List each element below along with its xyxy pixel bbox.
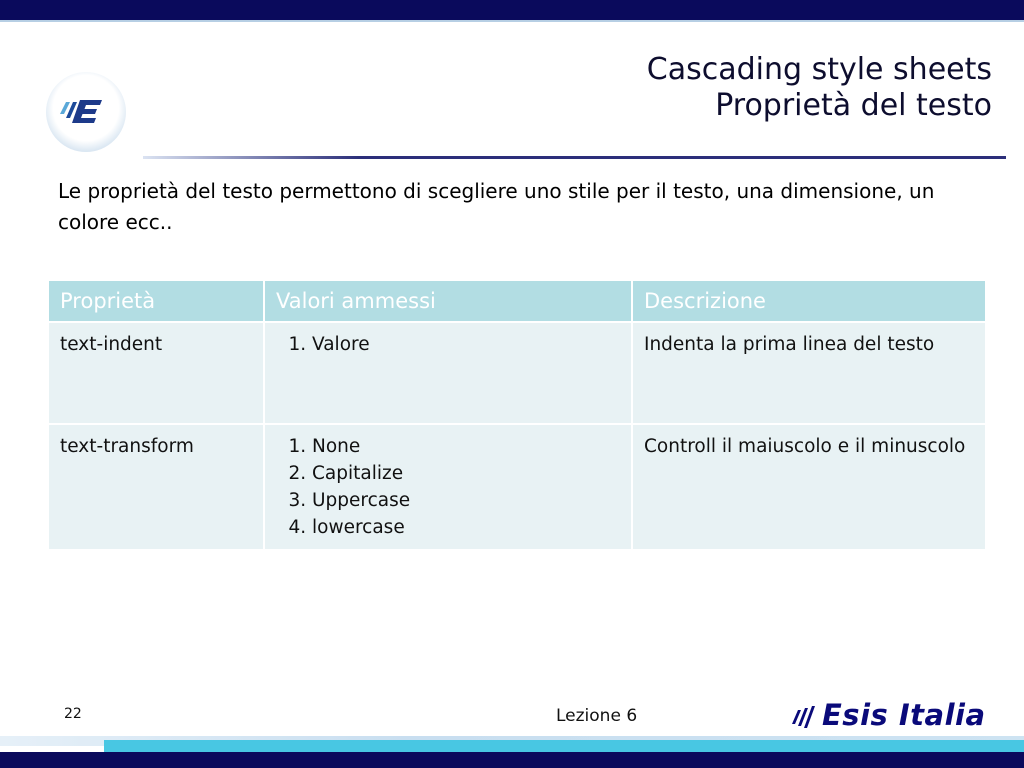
- cell-description: Controll il maiuscolo e il minuscolo: [632, 424, 986, 550]
- brand-text: Esis Italia: [822, 698, 986, 732]
- bottom-accent-strip: [104, 740, 1024, 752]
- cell-property: text-transform: [48, 424, 264, 550]
- list-item: 4. lowercase: [312, 514, 620, 541]
- table-header-row: [48, 280, 986, 322]
- esis-wing-icon: [790, 700, 820, 734]
- intro-text: Le proprietà del testo permettono di scegliere uno stile per il testo, una dimensione, un colore ecc..: [58, 179, 935, 234]
- table-row: [48, 322, 986, 424]
- bottom-bar: [0, 752, 1024, 768]
- header-values: Valori ammessi: [264, 280, 632, 322]
- properties-table: [47, 279, 987, 551]
- header-description: Descrizione: [632, 280, 986, 322]
- cell-values: [264, 322, 632, 424]
- e-logo: [46, 72, 126, 152]
- slide-title: [647, 52, 992, 124]
- title-rule: [143, 156, 1006, 159]
- values-list: [276, 433, 620, 541]
- cell-property: text-indent: [48, 322, 264, 424]
- header-property: Proprietà: [48, 280, 264, 322]
- e-letter-icon: [72, 100, 102, 123]
- list-item: 1. None: [312, 433, 620, 460]
- values-list: [276, 331, 620, 358]
- list-item: 2. Capitalize: [312, 460, 620, 487]
- title-line-2: Proprietà del testo: [715, 88, 992, 123]
- wing-icon: [60, 102, 77, 118]
- cell-values: [264, 424, 632, 550]
- esis-italia-logo: [790, 700, 1012, 734]
- table-row: [48, 424, 986, 550]
- lesson-label: Lezione 6: [556, 706, 638, 726]
- list-item: 3. Uppercase: [312, 487, 620, 514]
- top-bar-line: [0, 20, 1024, 22]
- cell-description: Indenta la prima linea del testo: [632, 322, 986, 424]
- title-line-1: Cascading style sheets: [646, 52, 992, 87]
- page-number: 22: [64, 706, 82, 722]
- list-item: 1. Valore: [312, 331, 620, 358]
- top-bar: [0, 0, 1024, 20]
